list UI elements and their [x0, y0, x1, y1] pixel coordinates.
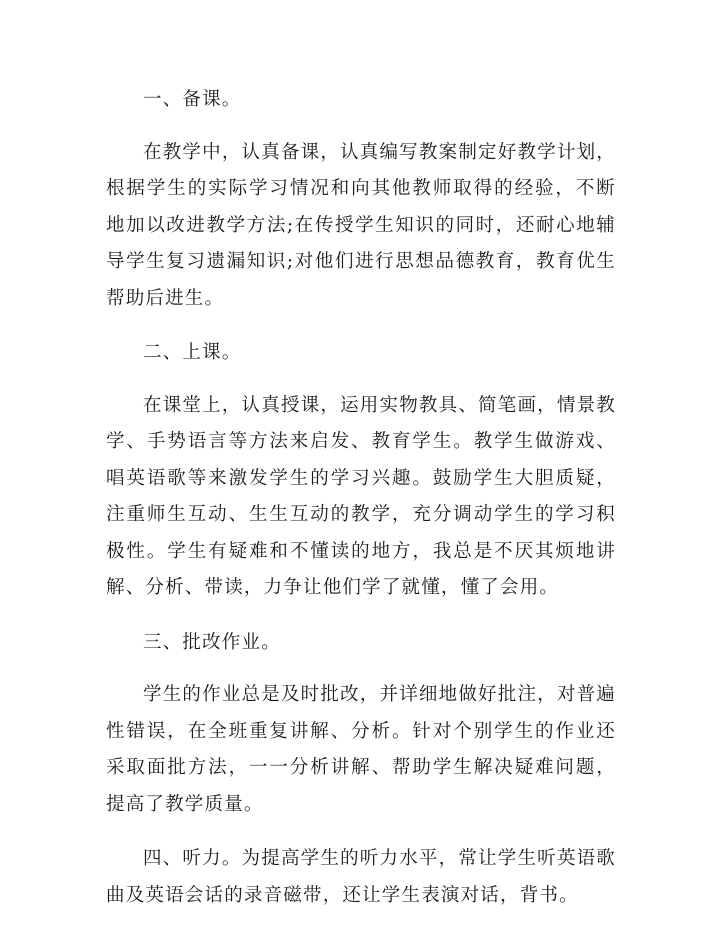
- section-3-body: 学生的作业总是及时批改，并详细地做好批注，对普遍性错误，在全班重复讲解、分析。针对个别学生的作业还采取面批方法，一一分析讲解、帮助学生解决疑难问题，提高了教学质量。: [106, 684, 616, 815]
- section-2-body: 在课堂上，认真授课，运用实物教具、简笔画，情景教学、手势语言等方法来启发、教育学生。教学生做游戏、唱英语歌等来激发学生的学习兴趣。鼓励学生大胆质疑，注重师生互动、生生互动的教学，充分调动学生的学习积极性。学生有疑难和不懂读的地方，我总是不厌其烦地讲解、分析、带读，力争让他们学了就懂，懂了会用。: [106, 394, 616, 598]
- section-3-heading: 三、批改作业。: [143, 631, 281, 653]
- section-1-body: 在教学中，认真备课，认真编写教案制定好教学计划，根据学生的实际学习情况和向其他教师取得的经验，不断地加以改进教学方法;在传授学生知识的同时，还耐心地辅导学生复习遗漏知识;对他们进行思想品德教育，教育优生帮助后进生。: [106, 141, 616, 309]
- section-4-body: 四、听力。为提高学生的听力水平，常让学生听英语歌曲及英语会话的录音磁带，还让学生表演对话，背书。: [106, 848, 616, 906]
- section-2-heading: 二、上课。: [143, 342, 242, 363]
- document-content: [106, 82, 616, 932]
- section-1-heading: 一、备课。: [143, 89, 242, 110]
